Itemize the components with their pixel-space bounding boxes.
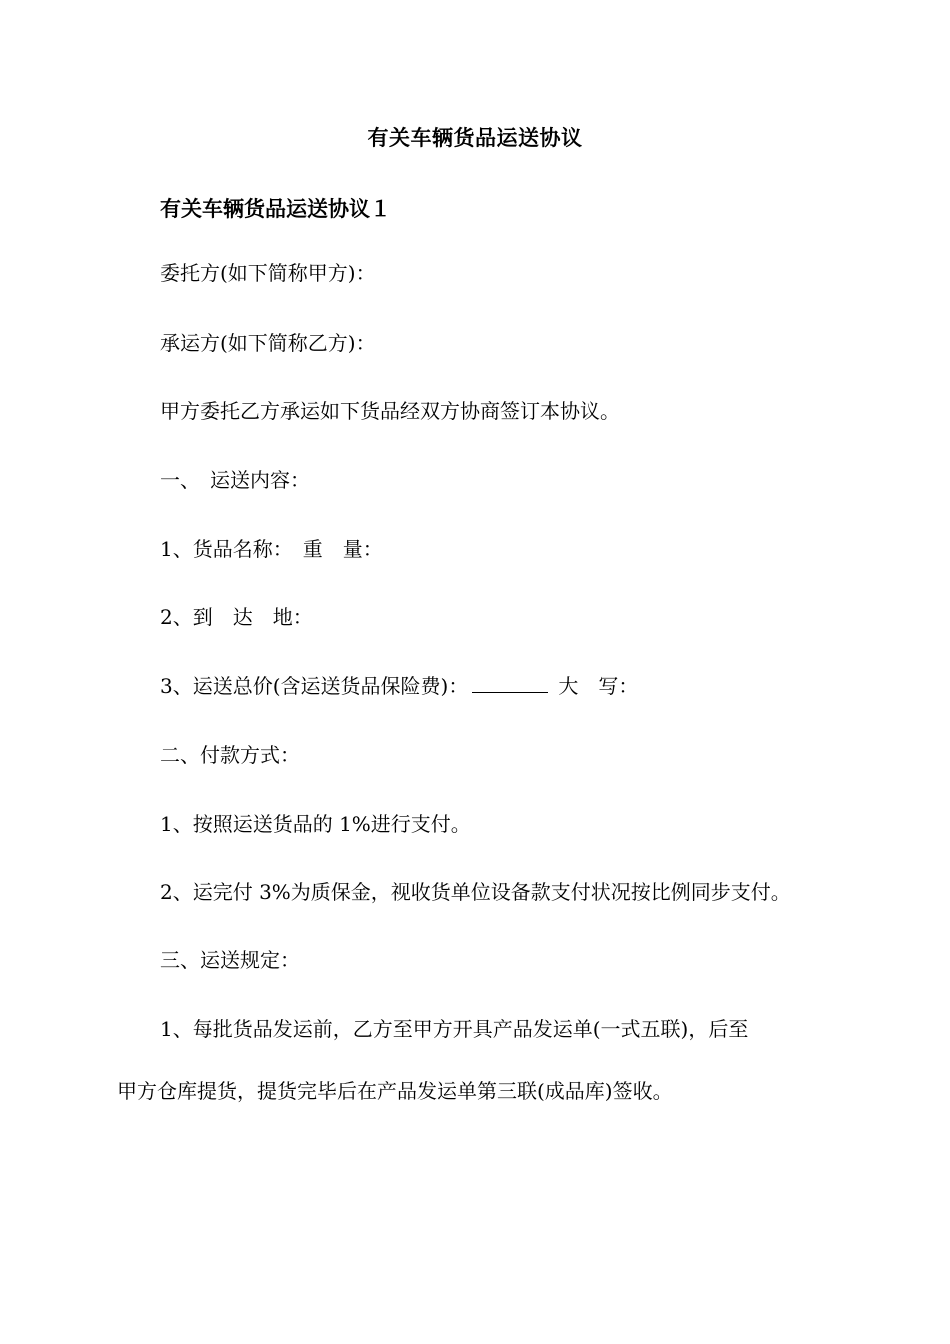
agreement-intro-line: 甲方委托乙方承运如下货品经双方协商签订本协议。 — [160, 399, 620, 423]
item-destination: 2、到 达 地： — [160, 605, 313, 629]
payment-item-2: 2、运完付 3%为质保金，视收货单位设备款支付状况按比例同步支付。 — [160, 880, 791, 904]
document-subtitle: 有关车辆货品运送协议１ — [160, 196, 391, 221]
client-party-line: 委托方(如下简称甲方)： — [160, 261, 376, 285]
payment-item-1: 1、按照运送货品的 1%进行支付。 — [160, 812, 471, 836]
total-price-label: 3、运送总价(含运送货品保险费)： — [160, 674, 469, 698]
amount-in-words-label: 大 写： — [558, 674, 639, 698]
price-blank-field — [472, 672, 548, 693]
section-3-heading: 三、运送规定： — [160, 948, 300, 972]
rule-item-1-line-2: 甲方仓库提货，提货完毕后在产品发运单第三联(成品库)签收。 — [117, 1079, 673, 1103]
item-goods-name-weight: 1、货品名称： 重 量： — [160, 537, 383, 561]
document-title: 有关车辆货品运送协议 — [367, 125, 583, 150]
section-2-heading: 二、付款方式： — [160, 743, 300, 767]
rule-item-1-line-1: 1、每批货品发运前，乙方至甲方开具产品发运单(一式五联)，后至 — [160, 1017, 749, 1041]
section-1-heading: 一、 运送内容： — [160, 468, 310, 492]
item-total-price — [160, 672, 638, 700]
carrier-party-line: 承运方(如下简称乙方)： — [160, 331, 376, 355]
